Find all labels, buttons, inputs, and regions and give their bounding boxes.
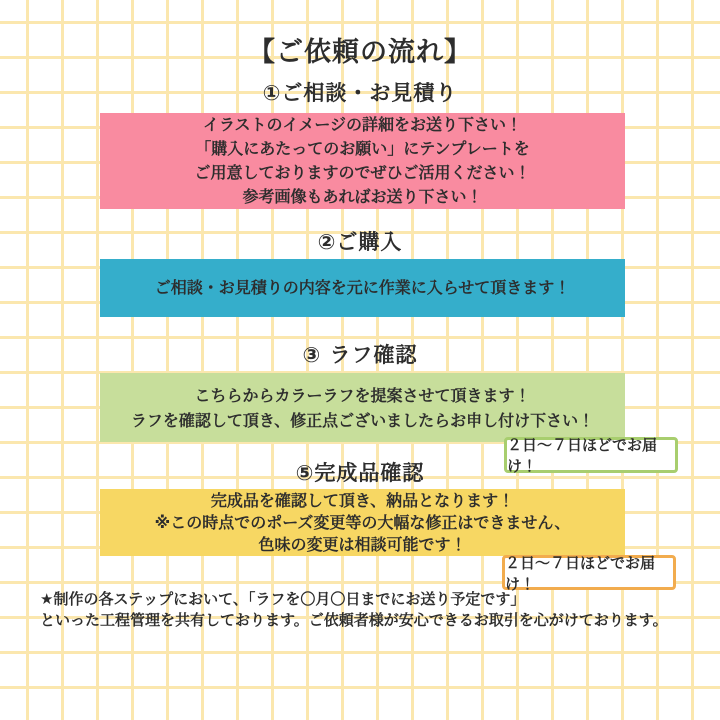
- delivery-time-label: ２日〜７日ほどでお届け！: [507, 436, 658, 475]
- step5-text-line: ※この時点でのポーズ変更等の大幅な修正はできません、: [154, 512, 571, 532]
- step1-text-line: 「購入にあたってのお願い」にテンプレートを: [195, 139, 530, 158]
- step5-text-line: 完成品を確認して頂き、納品となります！: [210, 490, 515, 510]
- delivery-time-badge: [504, 437, 678, 473]
- footer-note: [40, 589, 690, 631]
- delivery-time-label: ２日〜７日ほどでお届け！: [505, 553, 656, 593]
- step1-text-line: イラストのイメージの詳細をお送り下さい！: [202, 115, 523, 134]
- delivery-time-badge: [502, 553, 676, 593]
- step2-banner: [100, 259, 625, 317]
- step3-banner: [100, 373, 625, 442]
- step3-text-line: ラフを確認して頂き、修正点ございましたらお申し付け下さい！: [130, 410, 595, 430]
- step2-heading: ②ご購入: [317, 230, 403, 254]
- step1-text-line: 参考画像もあればお送り下さい！: [242, 187, 483, 206]
- step5-heading: ⑤完成品確認: [295, 461, 425, 485]
- step1-banner: [100, 113, 625, 209]
- footer-note-line: といった工程管理を共有しております。ご依頼者様が安心できるお取引を心がけております。: [40, 611, 668, 629]
- step3-text-line: こちらからカラーラフを提案させて頂きます！: [194, 385, 531, 405]
- step1-heading: ①ご相談・お見積り: [262, 81, 458, 105]
- page-title: 【ご依頼の流れ】: [248, 37, 472, 68]
- step5-text-line: 色味の変更は相談可能です！: [258, 534, 467, 554]
- step3-heading: ③ ラフ確認: [302, 343, 418, 367]
- step5-banner: [100, 489, 625, 556]
- step1-text-line: ご用意しておりますのでぜひご活用ください！: [194, 163, 531, 182]
- footer-note-line: ★制作の各ステップにおいて、「ラフを〇月〇日までにお送り予定です」: [40, 590, 526, 608]
- step2-text-line: ご相談・お見積りの内容を元に作業に入らせて頂きます！: [154, 278, 571, 297]
